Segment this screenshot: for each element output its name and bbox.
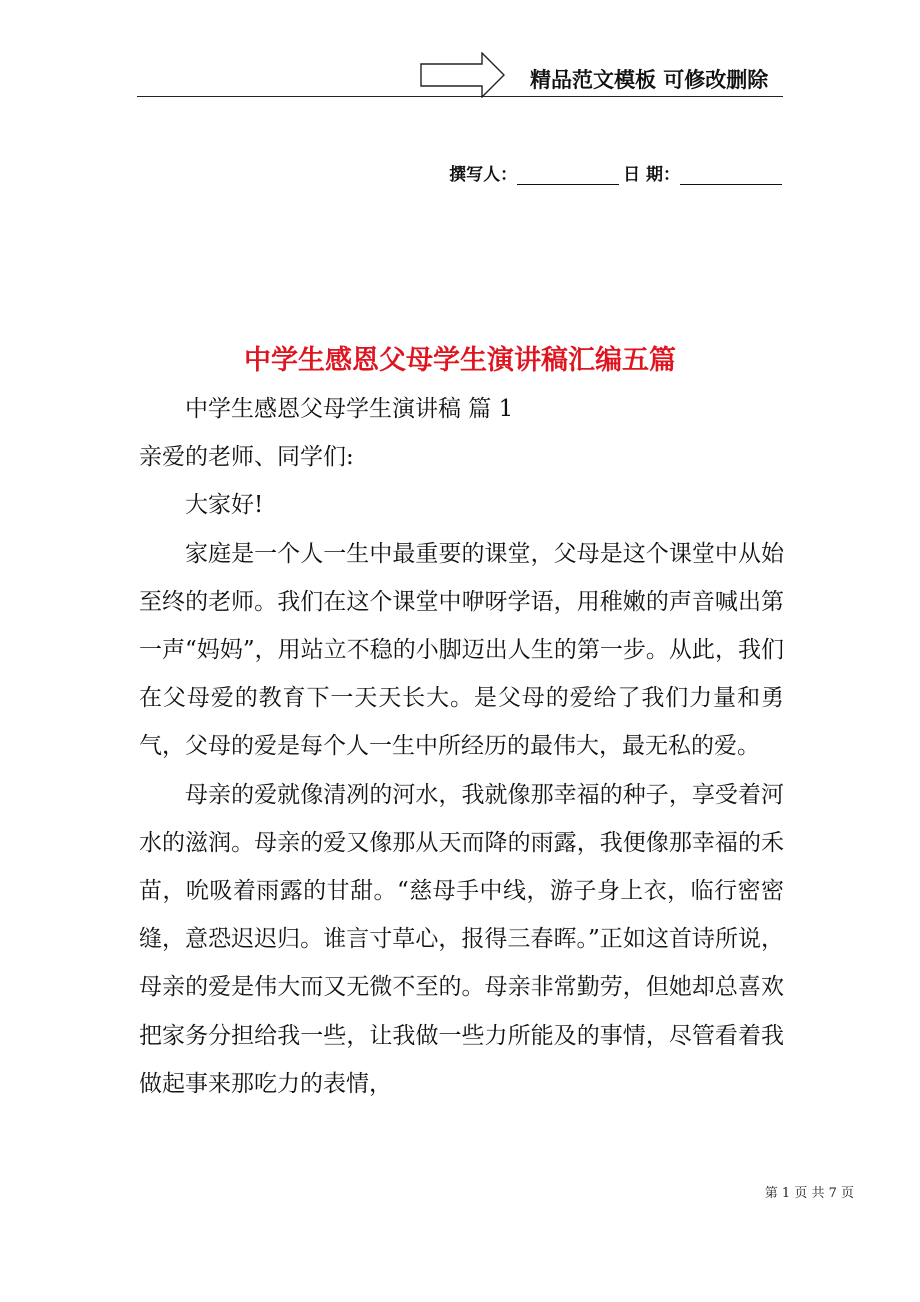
section-heading: 中学生感恩父母学生演讲稿 篇 1 xyxy=(185,396,514,422)
greeting: 大家好! xyxy=(185,492,264,519)
author-date-line xyxy=(449,160,782,185)
date-label: 日 期： xyxy=(623,165,680,185)
salutation: 亲爱的老师、同学们: xyxy=(139,444,354,471)
header-divider xyxy=(137,96,783,97)
header-banner-text: 精品范文模板 可修改删除 xyxy=(530,68,769,92)
author-blank-field xyxy=(517,166,619,185)
paragraph: 家庭是一个人一生中最重要的课堂，父母是这个课堂中从始至终的老师。我们在这个课堂中咿呀学语，用稚嫩的声音喊出第一声“妈妈”，用站立不稳的小脚迈出人生的第一步。从此，我们在父母爱的教育下一天天长大。是父母的爱给了我们力量和勇气，父母的爱是每个人一生中所经历的最伟大，最无私的爱。 xyxy=(139,540,784,760)
author-label: 撰写人： xyxy=(449,165,518,185)
paragraph: 母亲的爱就像清冽的河水，我就像那幸福的种子，享受着河水的滋润。母亲的爱又像那从天而降的雨露，我便像那幸福的禾苗，吮吸着雨露的甘甜。“慈母手中线，游子身上衣，临行密密缝，意恐迟迟归。谁言寸草心，报得三春晖。”正如这首诗所说，母亲的爱是伟大而又无微不至的。母亲非常勤劳，但她却总喜欢把家务分担给我一些，让我做一些力所能及的事情，尽管看着我做起事来那吃力的表情， xyxy=(139,781,784,1097)
document-body xyxy=(139,385,784,1108)
right-arrow-outline-icon xyxy=(420,52,506,98)
document-title: 中学生感恩父母学生演讲稿汇编五篇 xyxy=(244,345,676,376)
page-indicator: 第 1 页 共 7 页 xyxy=(764,1186,854,1201)
date-blank-field xyxy=(680,166,782,185)
